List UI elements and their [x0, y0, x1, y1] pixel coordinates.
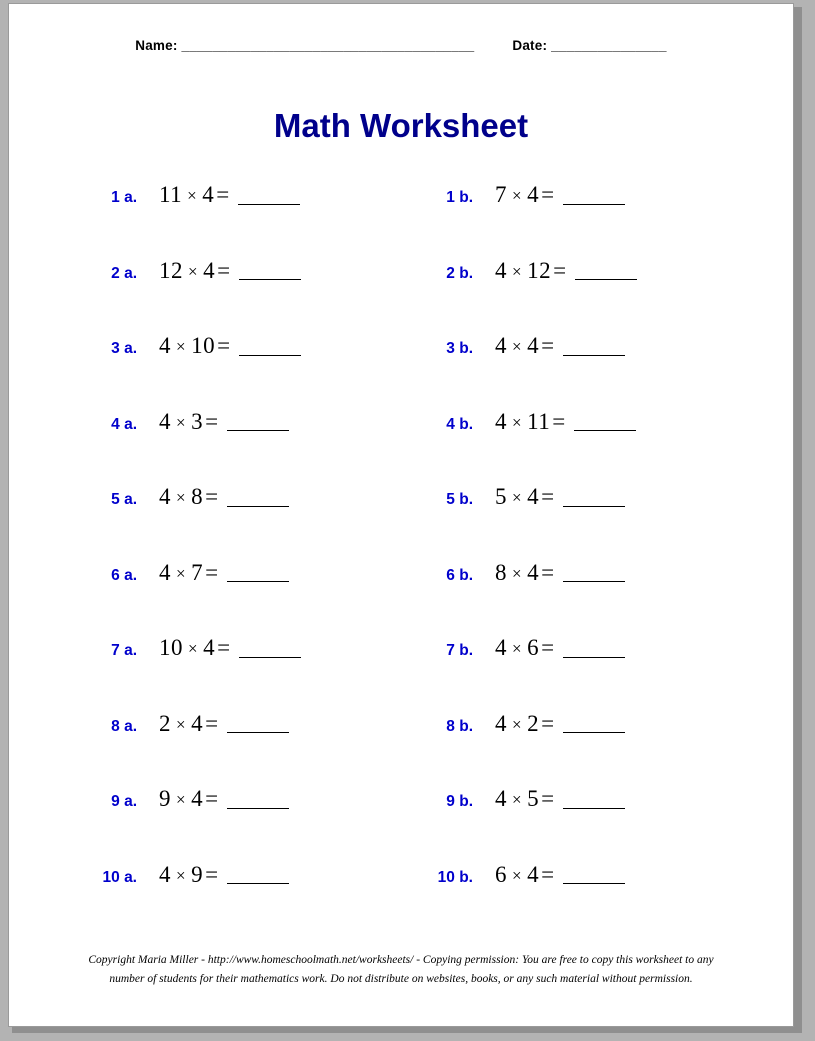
answer-blank[interactable] [575, 259, 637, 281]
times-icon: × [512, 488, 523, 507]
problem-label: 2 b. [446, 264, 473, 282]
answer-blank[interactable] [563, 334, 625, 356]
answer-blank[interactable] [563, 183, 625, 205]
problem-expression [159, 409, 289, 435]
problem-item [429, 786, 625, 812]
times-icon: × [512, 412, 523, 432]
equals-sign: = [205, 861, 219, 887]
times-icon: × [187, 186, 198, 205]
operand-a: 4 [495, 635, 507, 660]
times-icon: × [512, 865, 523, 885]
problem-item [93, 635, 301, 661]
answer-blank[interactable] [227, 712, 289, 734]
operand-b: 2 [527, 710, 540, 736]
operand-a: 4 [159, 408, 171, 434]
problem-label: 6 a. [111, 566, 137, 584]
operand-a: 12 [159, 257, 183, 283]
operand-b: 7 [191, 559, 204, 585]
operand-a: 11 [159, 182, 183, 207]
problem-label: 1 b. [446, 189, 473, 206]
operand-a: 4 [495, 408, 507, 434]
operand-a: 5 [495, 484, 507, 509]
equals-sign: = [541, 635, 555, 660]
equals-sign: = [541, 559, 555, 585]
operand-b: 12 [527, 257, 552, 283]
problem-label: 9 a. [111, 793, 137, 810]
problem-expression [495, 333, 625, 359]
equals-sign: = [541, 182, 555, 207]
problem-label: 3 b. [446, 340, 473, 357]
times-icon: × [512, 261, 523, 281]
equals-sign: = [553, 257, 567, 283]
problem-expression [159, 333, 301, 359]
problem-expression [159, 711, 289, 737]
problem-item [429, 409, 636, 435]
equals-sign: = [217, 333, 231, 358]
problem-row [9, 560, 793, 636]
problem-item [93, 484, 289, 510]
problem-item [429, 258, 637, 284]
problem-item [429, 484, 625, 510]
problem-item [93, 182, 300, 208]
times-icon: × [176, 337, 187, 356]
operand-a: 4 [159, 333, 171, 358]
problem-label: 7 b. [446, 642, 473, 659]
operand-b: 4 [527, 484, 540, 509]
operand-b: 6 [527, 635, 540, 660]
operand-a: 4 [495, 333, 507, 358]
problem-item [429, 333, 625, 359]
equals-sign: = [541, 484, 555, 509]
problem-expression [495, 409, 636, 435]
problem-label: 8 a. [111, 717, 137, 735]
times-icon: × [512, 337, 523, 356]
operand-b: 4 [527, 333, 540, 358]
problem-item [429, 560, 625, 586]
answer-blank[interactable] [563, 561, 625, 583]
times-icon: × [188, 261, 199, 281]
times-icon: × [512, 790, 523, 809]
problem-expression [159, 862, 289, 888]
worksheet-page [8, 3, 794, 1027]
problem-label: 1 a. [111, 189, 137, 206]
equals-sign: = [216, 182, 230, 207]
answer-blank[interactable] [239, 259, 301, 281]
equals-sign: = [217, 635, 231, 660]
answer-blank[interactable] [227, 787, 289, 809]
answer-blank[interactable] [563, 636, 625, 658]
problem-row [9, 484, 793, 560]
equals-sign: = [205, 710, 219, 736]
answer-blank[interactable] [239, 636, 301, 658]
problem-row [9, 862, 793, 938]
times-icon: × [176, 865, 187, 885]
page-title: Math Worksheet [273, 107, 529, 144]
problem-item [93, 711, 289, 737]
equals-sign: = [205, 559, 219, 585]
answer-blank[interactable] [239, 334, 301, 356]
name-label: Name: ______________________________________ [135, 38, 475, 53]
operand-a: 4 [495, 786, 507, 811]
problem-item [429, 182, 625, 208]
problem-row [9, 258, 793, 334]
operand-a: 4 [159, 861, 171, 887]
problem-item [429, 635, 625, 661]
operand-a: 4 [159, 559, 171, 585]
problem-expression [495, 635, 625, 661]
problem-label: 5 a. [111, 491, 137, 508]
operand-b: 9 [191, 861, 204, 887]
problem-label: 7 a. [111, 642, 137, 659]
operand-a: 4 [495, 257, 507, 283]
problem-item [93, 333, 301, 359]
answer-blank[interactable] [574, 410, 636, 432]
times-icon: × [176, 412, 187, 432]
equals-sign: = [205, 786, 219, 811]
problem-item [429, 862, 625, 888]
problem-row [9, 635, 793, 711]
problem-label: 3 a. [111, 340, 137, 357]
problem-item [93, 862, 289, 888]
equals-sign: = [541, 710, 555, 736]
answer-blank[interactable] [238, 183, 300, 205]
times-icon: × [176, 563, 187, 583]
problem-expression [495, 786, 625, 812]
problem-expression [495, 258, 637, 284]
copyright-footer [59, 951, 743, 990]
answer-blank[interactable] [563, 787, 625, 809]
operand-b: 4 [527, 559, 540, 585]
operand-a: 9 [159, 786, 171, 811]
problem-list [9, 182, 793, 937]
problem-row [9, 333, 793, 409]
operand-a: 8 [495, 559, 507, 585]
name-date-line [9, 38, 793, 53]
answer-blank[interactable] [227, 863, 289, 885]
problem-expression [495, 862, 625, 888]
answer-blank[interactable] [563, 485, 625, 507]
problem-label: 6 b. [446, 566, 473, 584]
problem-label: 4 b. [446, 415, 473, 433]
operand-a: 2 [159, 710, 171, 736]
operand-a: 10 [159, 635, 183, 660]
operand-b: 11 [527, 408, 551, 434]
problem-expression [495, 711, 625, 737]
date-label: Date: _______________ [512, 38, 667, 53]
equals-sign: = [205, 484, 219, 509]
operand-b: 3 [191, 408, 204, 434]
problem-expression [495, 182, 625, 208]
problem-item [429, 711, 625, 737]
problem-row [9, 711, 793, 787]
operand-a: 7 [495, 182, 507, 207]
operand-b: 4 [191, 786, 204, 811]
times-icon: × [512, 639, 523, 658]
problem-expression [159, 484, 289, 510]
operand-b: 4 [527, 861, 540, 887]
problem-row [9, 409, 793, 485]
equals-sign: = [541, 786, 555, 811]
problem-expression [159, 182, 300, 208]
equals-sign: = [205, 408, 219, 434]
times-icon: × [176, 790, 187, 809]
operand-a: 4 [159, 484, 171, 509]
answer-blank[interactable] [563, 863, 625, 885]
problem-row [9, 182, 793, 258]
problem-item [93, 560, 289, 586]
operand-b: 4 [527, 182, 540, 207]
equals-sign: = [217, 257, 231, 283]
times-icon: × [176, 488, 187, 507]
problem-expression [159, 258, 301, 284]
equals-sign: = [541, 861, 555, 887]
problem-item [93, 409, 289, 435]
operand-b: 4 [202, 182, 215, 207]
equals-sign: = [541, 333, 555, 358]
problem-label: 2 a. [111, 264, 137, 282]
operand-b: 5 [527, 786, 540, 811]
problem-expression [159, 560, 289, 586]
footer-line-1: Copyright Maria Miller - http://www.homeschoolmath.net/worksheets/ - Copying permission: You are free to copy this worksheet to any [88, 953, 714, 966]
operand-b: 4 [203, 257, 216, 283]
problem-expression [159, 635, 301, 661]
operand-b: 8 [191, 484, 204, 509]
problem-item [93, 258, 301, 284]
operand-b: 4 [191, 710, 204, 736]
operand-a: 4 [495, 710, 507, 736]
problem-row [9, 786, 793, 862]
times-icon: × [512, 186, 523, 205]
problem-label: 10 a. [102, 868, 137, 886]
answer-blank[interactable] [227, 561, 289, 583]
problem-label: 10 b. [437, 868, 473, 886]
times-icon: × [512, 563, 523, 583]
footer-line-2: number of students for their mathematics work. Do not distribute on websites, books, or any such material without permission. [109, 973, 693, 986]
times-icon: × [512, 714, 523, 734]
times-icon: × [188, 639, 199, 658]
operand-b: 4 [203, 635, 216, 660]
problem-expression [159, 786, 289, 812]
times-icon: × [176, 714, 187, 734]
operand-b: 10 [191, 333, 216, 358]
answer-blank[interactable] [563, 712, 625, 734]
problem-label: 5 b. [446, 491, 473, 508]
equals-sign: = [552, 408, 566, 434]
operand-a: 6 [495, 861, 507, 887]
problem-expression [495, 560, 625, 586]
problem-expression [495, 484, 625, 510]
problem-label: 9 b. [446, 793, 473, 810]
problem-label: 4 a. [111, 415, 137, 433]
answer-blank[interactable] [227, 485, 289, 507]
problem-item [93, 786, 289, 812]
answer-blank[interactable] [227, 410, 289, 432]
problem-label: 8 b. [446, 717, 473, 735]
